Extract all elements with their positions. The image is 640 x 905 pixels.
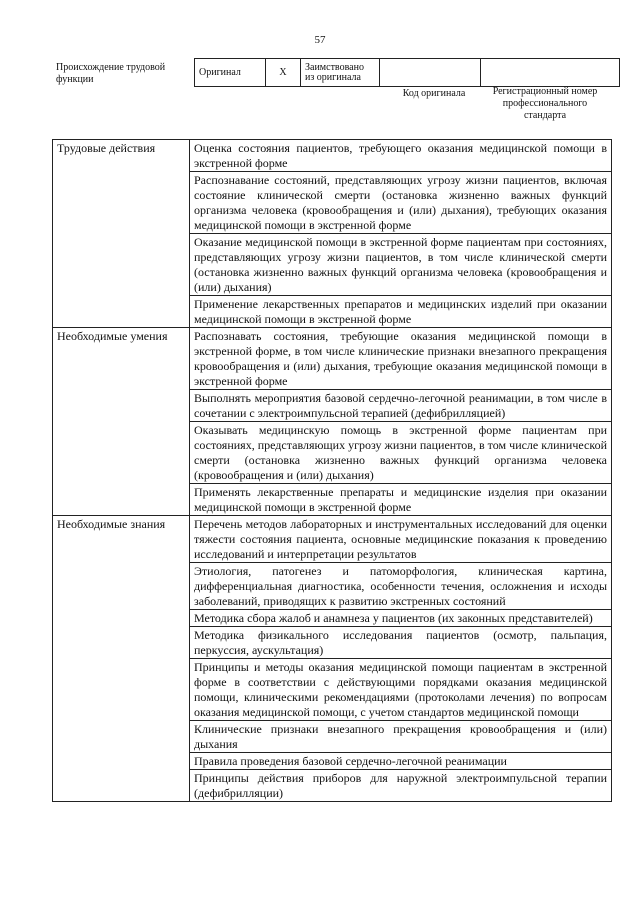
original-mark: X xyxy=(266,59,301,87)
item-cell: Методика сбора жалоб и анамнеза у пациентов (их законных представителей) xyxy=(190,610,612,627)
category-cell: Необходимые знания xyxy=(53,516,190,802)
item-cell: Применение лекарственных препаратов и медицинских изделий при оказании медицинской помощи в экстренной форме xyxy=(190,296,612,328)
item-cell: Принципы действия приборов для наружной электроимпульсной терапии (дефибрилляции) xyxy=(190,770,612,802)
item-cell: Оказывать медицинскую помощь в экстренной форме пациентам при состояниях, представляющих угрозу жизни пациентов, в том числе клинической смерти (остановка жизненно важных функций организма человека (кровообращения и (или) дыхания) xyxy=(190,422,612,484)
item-cell: Выполнять мероприятия базовой сердечно-легочной реанимации, в том числе в сочетании с электроимпульсной терапией (дефибрилляцией) xyxy=(190,390,612,422)
category-cell: Необходимые умения xyxy=(53,328,190,516)
item-cell: Перечень методов лабораторных и инструментальных исследований для оценки тяжести состояния пациента, основные медицинские показания к проведению исследований и интерпретации результатов xyxy=(190,516,612,563)
item-cell: Этиология, патогенез и патоморфология, клиническая картина, дифференциальная диагностика, особенности течения, осложнения и исходы заболеваний, приводящих к развитию экстренных состояний xyxy=(190,563,612,610)
table-row xyxy=(53,516,612,563)
original-code-caption: Код оригинала xyxy=(402,88,466,99)
registration-number-caption: Регистрационный номер профессионального стандарта xyxy=(492,86,598,121)
origin-table xyxy=(194,58,620,87)
table-row xyxy=(53,140,612,172)
registration-number-cell xyxy=(481,59,620,87)
original-cell: Оригинал xyxy=(195,59,266,87)
item-cell: Распознавать состояния, требующие оказания медицинской помощи в экстренной форме, в том числе клинические признаки внезапного прекращения кровообращения и (или) дыхания, требующие оказания медицинской помощи в экстренной форме xyxy=(190,328,612,390)
item-cell: Применять лекарственные препараты и медицинские изделия при оказании медицинской помощи в экстренной форме xyxy=(190,484,612,516)
original-code-cell xyxy=(380,59,481,87)
item-cell: Правила проведения базовой сердечно-легочной реанимации xyxy=(190,753,612,770)
item-cell: Оказание медицинской помощи в экстренной форме пациентам при состояниях, представляющих угрозу жизни пациентов, в том числе клинической смерти (остановка жизненно важных функций организма человека (кровообращения и (или) дыхания) xyxy=(190,234,612,296)
item-cell: Клинические признаки внезапного прекращения кровообращения и (или) дыхания xyxy=(190,721,612,753)
item-cell: Принципы и методы оказания медицинской помощи пациентам в экстренной форме в соответствии с действующими порядками оказания медицинской помощи, клиническими рекомендациями (протоколами лечения) по вопросам оказания медицинской помощи, с учетом стандартов медицинской помощи xyxy=(190,659,612,721)
item-cell: Методика физикального исследования пациентов (осмотр, пальпация, перкуссия, аускультация) xyxy=(190,627,612,659)
table-row xyxy=(53,328,612,390)
item-cell: Распознавание состояний, представляющих угрозу жизни пациентов, включая состояние клинической смерти (остановка жизненно важных функций организма человека (кровообращения и (или) дыхания), требующих оказания медицинской помощи в экстренной форме xyxy=(190,172,612,234)
origin-label: Происхождение трудовой функции xyxy=(56,62,166,85)
borrowed-cell: Заимствовано из оригинала xyxy=(301,59,380,87)
page-number: 57 xyxy=(314,34,326,46)
category-cell: Трудовые действия xyxy=(53,140,190,328)
labor-function-table xyxy=(52,139,612,802)
item-cell: Оценка состояния пациентов, требующего оказания медицинской помощи в экстренной форме xyxy=(190,140,612,172)
